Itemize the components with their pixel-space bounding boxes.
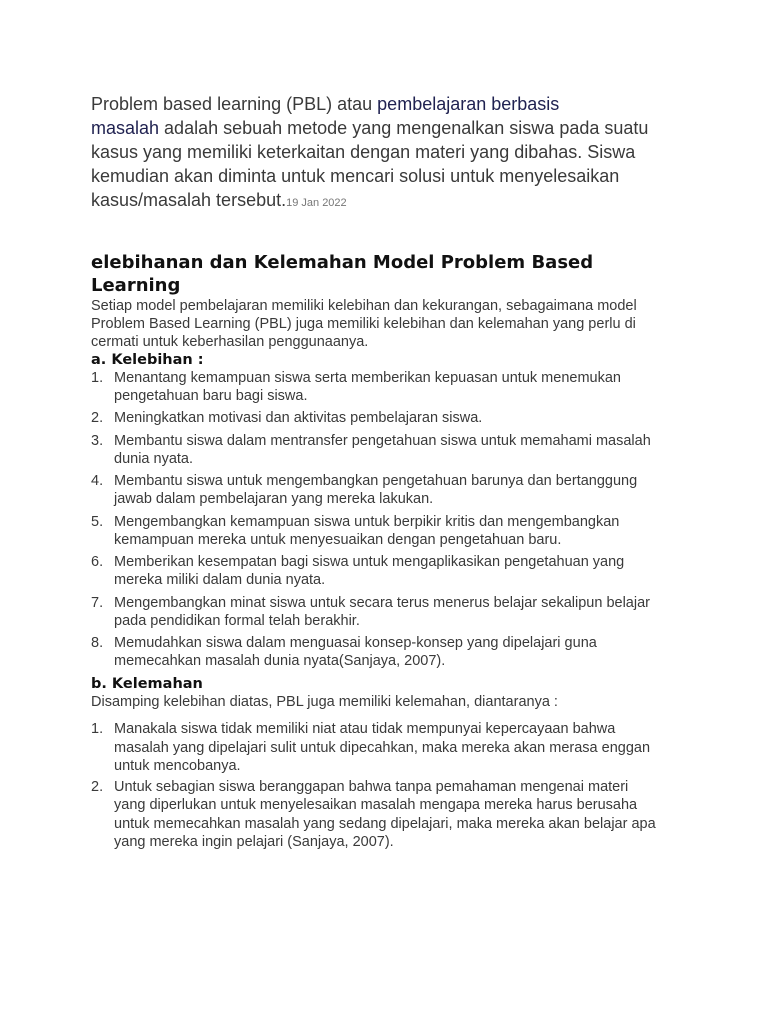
list-number: 5. <box>91 513 104 530</box>
advantage-item-8 <box>91 634 721 670</box>
advantages-list <box>91 369 721 671</box>
list-number: 6. <box>91 554 104 570</box>
advantage-item-3 <box>91 432 721 468</box>
section-heading: elebihanan dan Kelemahan Model Problem Based Learning <box>91 251 594 296</box>
list-item-text: Meningkatkan motivasi dan aktivitas pembelajaran siswa. <box>114 410 483 426</box>
list-number: 7. <box>91 594 104 611</box>
list-number: 8. <box>91 635 104 651</box>
intro-date: 19 Jan 2022 <box>286 197 347 209</box>
list-item-text: Membantu siswa dalam mentransfer pengetahuan siswa untuk memahami masalah dunia nyata. <box>114 432 651 467</box>
list-number: 4. <box>91 473 104 489</box>
list-item-text: Manakala siswa tidak memiliki niat atau tidak mempunyai kepercayaan bahwa masalah yang dipelajari sulit untuk dipecahkan, maka mereka akan merasa enggan untuk mencobanya. <box>114 721 651 774</box>
advantage-item-2 <box>91 409 721 427</box>
list-item-text: Memberikan kesempatan bagi siswa untuk mengaplikasikan pengetahuan yang mereka miliki dalam dunia nyata. <box>114 554 625 588</box>
advantage-item-6 <box>91 553 721 589</box>
intro-body-text: adalah sebuah metode yang mengenalkan siswa pada suatu kasus yang memiliki keterkaitan dengan materi yang dibahas. Siswa kemudian akan diminta untuk mencari solusi untuk menyelesaikan kasus/masalah tersebut. <box>91 118 649 210</box>
list-item-text: Membantu siswa untuk mengembangkan pengetahuan barunya dan bertanggung jawab dalam pembelajaran yang mereka lakukan. <box>114 473 638 507</box>
section-intro-paragraph: Setiap model pembelajaran memiliki kelebihan dan kekurangan, sebagaimana model Problem Based Learning (PBL) juga memiliki kelebihan dan kelemahan yang perlu di cermati untuk keberhasilan penggunaanya. <box>91 297 637 350</box>
list-number: 1. <box>91 369 104 386</box>
list-item-text: Mengembangkan minat siswa untuk secara terus menerus belajar sekalipun belajar pada pendidikan formal telah berakhir. <box>114 594 650 629</box>
list-number: 2. <box>91 778 104 795</box>
advantage-item-7 <box>91 594 721 630</box>
list-item-text: Menantang kemampuan siswa serta memberikan kepuasan untuk menemukan pengetahuan baru bagi siswa. <box>114 369 621 404</box>
advantage-item-1 <box>91 369 721 405</box>
disadvantages-heading: b. Kelemahan <box>91 675 203 692</box>
disadvantages-list <box>91 720 721 852</box>
list-item-text: Untuk sebagian siswa beranggapan bahwa tanpa pemahaman mengenai materi yang diperlukan untuk menyelesaikan masalah mengapa mereka harus berusaha untuk memecahkan masalah yang sedang dipelajari, maka mereka akan belajar apa yang mereka ingin pelajari (Sanjaya, 2007). <box>114 778 656 850</box>
list-item-text: Memudahkan siswa dalam menguasai konsep-konsep yang dipelajari guna memecahkan masalah dunia nyata(Sanjaya, 2007). <box>114 635 597 669</box>
disadvantage-item-2 <box>91 778 721 852</box>
intro-paragraph <box>91 92 731 215</box>
intro-highlight-link[interactable]: pembelajaran berbasis masalah <box>91 94 560 138</box>
list-number: 1. <box>91 721 104 737</box>
disadvantages-intro: Disamping kelebihan diatas, PBL juga memiliki kelemahan, diantaranya : <box>91 693 558 710</box>
intro-lead-text: Problem based learning (PBL) atau <box>91 94 378 114</box>
advantage-item-4 <box>91 472 721 508</box>
advantage-item-5 <box>91 513 721 549</box>
list-number: 2. <box>91 410 104 426</box>
list-number: 3. <box>91 432 104 449</box>
list-item-text: Mengembangkan kemampuan siswa untuk berpikir kritis dan mengembangkan kemampuan mereka untuk menyesuaikan dengan pengetahuan baru. <box>114 513 620 548</box>
disadvantage-item-1 <box>91 720 721 776</box>
advantages-heading: a. Kelebihan : <box>91 351 204 368</box>
